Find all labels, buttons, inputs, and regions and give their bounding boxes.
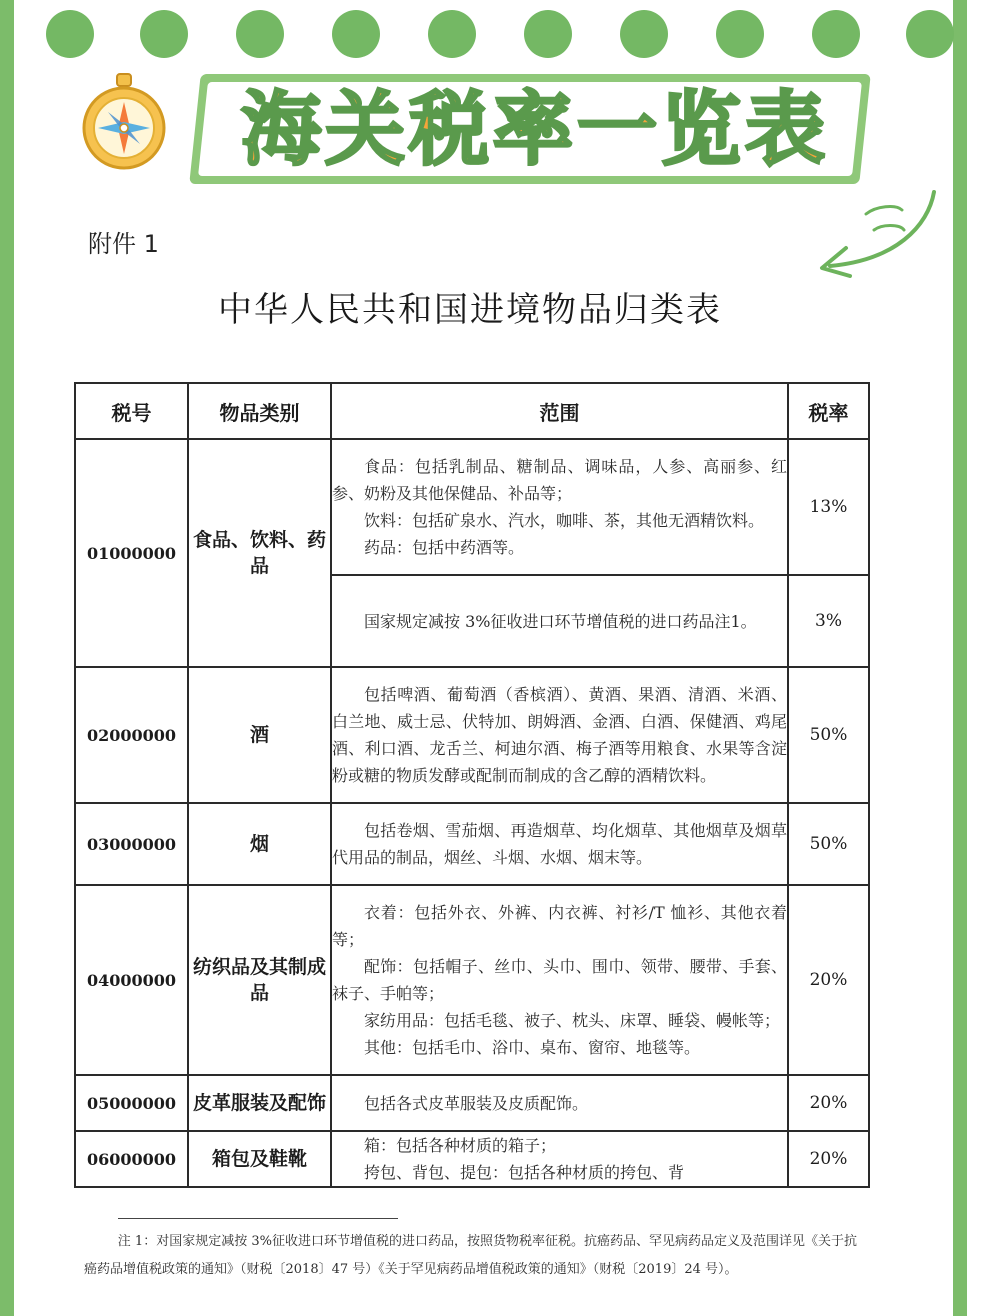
- row-category: 烟: [188, 803, 331, 885]
- scope-line: 箱：包括各种材质的箱子；: [364, 1136, 557, 1155]
- scope-line: 食品：包括乳制品、糖制品、调味品，人参、高丽参、红参、奶粉及其他保健品、补品等；: [332, 457, 787, 503]
- decorative-dots-row: [0, 10, 987, 60]
- row-code: 03000000: [75, 803, 188, 885]
- header-rate: 税率: [788, 383, 869, 439]
- row-category: 纺织品及其制成品: [188, 885, 331, 1075]
- row-rate: 50%: [788, 667, 869, 803]
- row-code: 01000000: [75, 439, 188, 667]
- green-dot: [620, 10, 668, 58]
- row-category: 酒: [188, 667, 331, 803]
- scope-line: 药品：包括中药酒等。: [364, 538, 525, 557]
- row-rate: 20%: [788, 885, 869, 1075]
- row-code: 04000000: [75, 885, 188, 1075]
- row-scope: [331, 1131, 788, 1187]
- table-row: [75, 1131, 869, 1187]
- banner-title: 海关税率一览表: [241, 83, 829, 176]
- green-dot: [46, 10, 94, 58]
- scope-line: 家纺用品：包括毛毯、被子、枕头、床罩、睡袋、幔帐等；: [364, 1011, 781, 1030]
- header-code: 税号: [75, 383, 188, 439]
- green-dot: [236, 10, 284, 58]
- row-scope: [331, 803, 788, 885]
- row-code: 06000000: [75, 1131, 188, 1187]
- footnote-divider: [118, 1218, 398, 1219]
- row-code: 05000000: [75, 1075, 188, 1131]
- row-scope: [331, 575, 788, 667]
- green-dot: [812, 10, 860, 58]
- table-row: [75, 667, 869, 803]
- table-row: [75, 439, 869, 575]
- footnote: 注 1：对国家规定减按 3%征收进口环节增值税的进口药品，按照货物税率征税。抗癌药品、罕见病药品定义及范围详见《关于抗癌药品增值税政策的通知》（财税〔2018〕47 号）《关于罕见病药品增值税政策的通知》（财税〔2019〕24 号）。: [84, 1234, 857, 1277]
- row-rate: 20%: [788, 1075, 869, 1131]
- scope-line: 国家规定减按 3%征收进口环节增值税的进口药品注1。: [364, 611, 757, 631]
- row-category: 食品、饮料、药品: [188, 439, 331, 667]
- row-rate: 50%: [788, 803, 869, 885]
- scope-line: 包括卷烟、雪茄烟、再造烟草、均化烟草、其他烟草及烟草代用品的制品，烟丝、斗烟、水烟、烟末等。: [332, 821, 787, 867]
- curved-arrow-icon: [806, 186, 946, 282]
- row-category: 皮革服装及配饰: [188, 1075, 331, 1131]
- scope-line: 其他：包括毛巾、浴巾、桌布、窗帘、地毯等。: [364, 1038, 701, 1057]
- header-scope: 范围: [331, 383, 788, 439]
- row-category: 箱包及鞋靴: [188, 1131, 331, 1187]
- scope-line: 包括啤酒、葡萄酒（香槟酒）、黄酒、果酒、清酒、米酒、白兰地、威士忌、伏特加、朗姆酒、金酒、白酒、保健酒、鸡尾酒、利口酒、龙舌兰、柯迪尔酒、梅子酒等用粮食、水果等含淀粉或糖的物质发酵或配制而制成的含乙醇的酒精饮料。: [332, 685, 787, 785]
- green-dot: [428, 10, 476, 58]
- green-dot: [332, 10, 380, 58]
- row-rate: 13%: [788, 439, 869, 575]
- compass-icon: [78, 72, 170, 172]
- row-rate: 20%: [788, 1131, 869, 1187]
- header-category: 物品类别: [188, 383, 331, 439]
- green-dot: [906, 10, 954, 58]
- document-title: 中华人民共和国进境物品归类表: [218, 290, 722, 330]
- scope-line: 衣着：包括外衣、外裤、内衣裤、衬衫/T 恤衫、其他衣着等；: [332, 903, 787, 949]
- scope-line: 挎包、背包、提包：包括各种材质的挎包、背: [364, 1163, 685, 1182]
- table-row: [75, 803, 869, 885]
- green-dot: [140, 10, 188, 58]
- row-scope: [331, 667, 788, 803]
- scope-line: 配饰：包括帽子、丝巾、头巾、围巾、领带、腰带、手套、袜子、手帕等；: [332, 957, 787, 1003]
- row-rate: 3%: [788, 575, 869, 667]
- green-dot: [716, 10, 764, 58]
- tax-classification-table: [74, 382, 870, 1188]
- green-dot: [524, 10, 572, 58]
- attachment-label: 附件 1: [88, 230, 159, 258]
- table-header-row: [75, 383, 869, 439]
- scope-line: 饮料：包括矿泉水、汽水，咖啡、茶，其他无酒精饮料。: [364, 511, 765, 530]
- scope-line: 包括各式皮革服装及皮质配饰。: [364, 1093, 589, 1113]
- row-scope: [331, 439, 788, 575]
- row-scope: [331, 885, 788, 1075]
- row-scope: [331, 1075, 788, 1131]
- table-row: [75, 1075, 869, 1131]
- row-code: 02000000: [75, 667, 188, 803]
- table-row: [75, 885, 869, 1075]
